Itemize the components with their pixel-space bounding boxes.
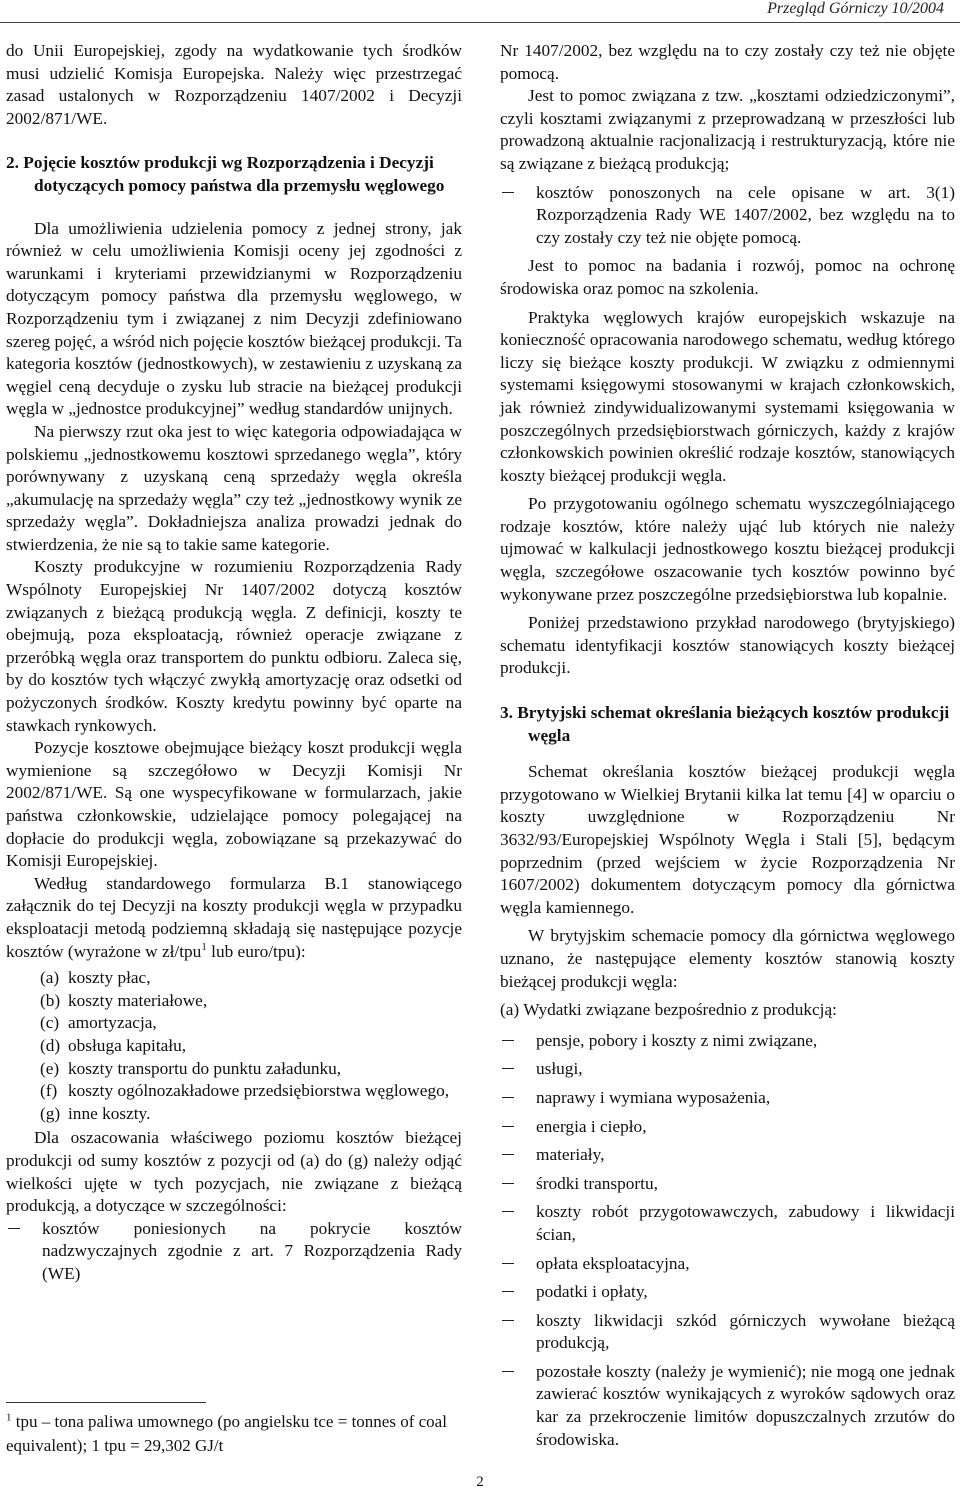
dash-text: koszty robót przygotowawczych, zabudowy i likwidacji ścian, bbox=[536, 1202, 955, 1244]
paragraph: Poniżej przedstawiono przykład narodowego (brytyjskiego) schematu identyfikacji kosztów stanowiących koszty bieżącej produkcji. bbox=[500, 613, 955, 678]
section-3-title: 3. Brytyjski schemat określania bieżących kosztów produkcji węgla bbox=[500, 703, 950, 745]
paragraph: Po przygotowaniu ogólnego schematu wyszczególniającego rodzaje kosztów, które należy ująć lub których nie należy ujmować w kalkulacji jednostkowego kosztu bieżącej produkcji węgla, szczegółowe oszacowanie tych kosztów powinno być wykonywane przez poszczególne przedsiębiorstwa lub kopalnie. bbox=[500, 494, 955, 604]
dash-bullet bbox=[500, 1144, 536, 1166]
dash-bullet bbox=[500, 1087, 536, 1109]
list-item bbox=[6, 1058, 462, 1081]
item-label: (f) bbox=[40, 1081, 58, 1101]
paragraph: Na pierwszy rzut oka jest to więc kategoria odpowiadająca w polskiemu „jednostkowemu kosztowi sprzedanego węgla”, który porównywany z uzyskaną ceną sprzedaży węgla określa „akumulację na sprzedaży węgla” czy też „jednostkowy wynik ze sprzedaży węgla”. Dokładniejsza analiza prowadzi jednak do stwierdzenia, że nie są to takie same kategorie. bbox=[6, 421, 462, 554]
dash-bullet bbox=[500, 1281, 536, 1303]
journal-header: Przegląd Górniczy 10/2004 bbox=[767, 0, 944, 17]
dash-item bbox=[500, 1116, 955, 1139]
dash-bullet bbox=[6, 1218, 42, 1240]
dash-bullet bbox=[500, 1310, 536, 1332]
paragraph bbox=[6, 873, 462, 963]
dash-item bbox=[500, 1144, 955, 1167]
list-item bbox=[6, 1080, 462, 1103]
dash-bullet bbox=[500, 182, 536, 204]
paragraph-text: Według standardowego formularza B.1 stanowiącego załącznik do tej Decyzji na koszty produkcji węgla w przypadku eksploatacji metodą podziemną składają się następujące pozycje kosztów (wyrażone w zł/tpu bbox=[6, 873, 462, 961]
item-label: (e) bbox=[40, 1058, 60, 1078]
dash-item bbox=[500, 1087, 955, 1110]
dash-bullet bbox=[500, 1173, 536, 1195]
list-item bbox=[6, 1103, 462, 1126]
item-text: koszty materiałowe, bbox=[68, 990, 208, 1010]
dash-bullet bbox=[500, 1116, 536, 1138]
paragraph: Jest to pomoc na badania i rozwój, pomoc na ochronę środowiska oraz pomoc na szkolenia. bbox=[500, 256, 955, 298]
right-column bbox=[500, 40, 955, 1457]
dash-text: kosztów poniesionych na pokrycie kosztów nadzwyczajnych zgodnie z art. 7 Rozporządzenia Rady (WE) bbox=[42, 1218, 462, 1283]
item-label: (a) bbox=[40, 968, 60, 988]
item-text: inne koszty. bbox=[68, 1103, 151, 1123]
dash-item bbox=[500, 1253, 955, 1276]
footnote-text: tpu – tona paliwa umownego (po angielsku tce = tonnes of coal equivalent); 1 tpu = 29,302 GJ/t bbox=[6, 1412, 447, 1455]
paragraph: W brytyjskim schemacie pomocy dla górnictwa węglowego uznano, że następujące elementy kosztów stanowią koszty bieżącej produkcji węgla: bbox=[500, 926, 955, 991]
dash-bullet bbox=[500, 1058, 536, 1080]
dash-item bbox=[500, 1310, 955, 1355]
paragraph: Pozycje kosztowe obejmujące bieżący koszt produkcji węgla wymienione są szczegółowo w Decyzji Komisji Nr 2002/871/WE. Są one wyspecyfikowane w formularzach, jakie państwa członkowskie, udzielające pomocy polegającej na dopłacie do produkcji węgla, zobowiązane są przekazywać do Komisji Europejskiej. bbox=[6, 738, 462, 871]
paragraph: Koszty produkcyjne w rozumieniu Rozporządzenia Rady Wspólnoty Europejskiej Nr 1407/2002 dotyczą kosztów związanych z bieżącą produkcją węgla. Z definicji, koszty te obejmują, poza eksploatacją, również operacje związane z przeróbką węgla oraz transportem do punktu odbioru. Zaleca się, by do kosztów tych włączyć zwykłą amortyzację oraz odsetki od pożyczonych środków. Koszty kredytu powinny być oparte na stawkach rynkowych. bbox=[6, 557, 462, 735]
paragraph: Dla oszacowania właściwego poziomu kosztów bieżącej produkcji od sumy kosztów z pozycji od (a) do (g) należy odjąć wielkości ujęte w tych pozycjach, nie związane z bieżącą produkcją, a dotyczące w szczególności: bbox=[6, 1128, 462, 1216]
dash-text: opłata eksploatacyjna, bbox=[536, 1253, 690, 1273]
dash-item bbox=[6, 1218, 462, 1286]
item-text: koszty ogólnozakładowe przedsiębiorstwa węglowego, bbox=[68, 1081, 450, 1101]
dash-text: podatki i opłaty, bbox=[536, 1282, 648, 1302]
dash-text: koszty likwidacji szkód górniczych wywołane bieżącą produkcją, bbox=[536, 1310, 955, 1353]
list-item bbox=[6, 967, 462, 990]
dash-item bbox=[500, 1173, 955, 1196]
paragraph: Jest to pomoc związana z tzw. „kosztami odziedziczonymi”, czyli kosztami związanymi z przeprowadzaną w przeszłości lub prowadzoną aktualnie racjonalizacją i restrukturyzacją, które nie są związane z bieżącą produkcją; bbox=[500, 86, 955, 173]
dash-bullet bbox=[500, 1201, 536, 1223]
paragraph: do Unii Europejskiej, zgody na wydatkowanie tych środków musi udzielić Komisja Europejska. Należy więc przestrzegać zasad ustalonych w Rozporządzeniu 1407/2002 i Decyzji 2002/871/WE. bbox=[6, 41, 462, 128]
dash-text: kosztów ponoszonych na cele opisane w art. 3(1) Rozporządzenia Rady WE 1407/2002, bez względu na to czy zostały czy też nie objęte pomocą. bbox=[536, 182, 955, 247]
footnote-rule bbox=[6, 1402, 206, 1403]
page-number: 2 bbox=[476, 1474, 484, 1490]
dash-bullet bbox=[500, 1253, 536, 1275]
item-text: koszty płac, bbox=[68, 968, 151, 988]
footnote-mark: 1 bbox=[6, 1411, 12, 1424]
paragraph: Nr 1407/2002, bez względu na to czy zostały czy też nie objęte pomocą. bbox=[500, 41, 955, 83]
paragraph: Dla umożliwienia udzielenia pomocy z jednej strony, jak również w celu umożliwienia Komisji oceny jej zgodności z warunkami i kryteriami przewidzianymi w Rozporządzeniu dotyczącym pomocy państwa dla przemysłu węglowego, w Rozporządzeniu tym i związanej z nim Decyzji zdefiniowano szereg pojęć, a wśród nich pojęcie kosztów bieżącej produkcji. Ta kategoria kosztów (jednostkowych), w zestawieniu z uzyskaną za węgiel ceną decyduje o zysku lub stracie na bieżącej produkcji węgla w „jednostce produkcyjnej” według standardów unijnych. bbox=[6, 218, 462, 419]
list-item bbox=[6, 1035, 462, 1058]
dash-text: pensje, pobory i koszty z nimi związane, bbox=[536, 1030, 818, 1050]
paragraph-text: lub euro/tpu): bbox=[206, 941, 306, 961]
dash-text: usługi, bbox=[536, 1059, 583, 1079]
item-label: (c) bbox=[40, 1013, 60, 1033]
dash-bullet bbox=[500, 1361, 536, 1383]
dash-text: naprawy i wymiana wyposażenia, bbox=[536, 1087, 771, 1107]
list-item bbox=[6, 990, 462, 1013]
footnote-ref: 1 bbox=[201, 940, 207, 953]
dash-bullet bbox=[500, 1030, 536, 1052]
paragraph: (a) Wydatki związane bezpośrednio z produkcją: bbox=[500, 1000, 837, 1020]
dash-item bbox=[500, 1201, 955, 1246]
cost-items-list bbox=[6, 967, 462, 1125]
dash-text: energia i ciepło, bbox=[536, 1116, 647, 1136]
dash-item bbox=[500, 1281, 955, 1304]
item-text: koszty transportu do punktu załadunku, bbox=[68, 1058, 342, 1078]
dash-item bbox=[500, 182, 955, 250]
item-label: (g) bbox=[40, 1103, 61, 1123]
header-rule bbox=[0, 22, 960, 23]
item-label: (d) bbox=[40, 1035, 61, 1055]
dash-item bbox=[500, 1030, 955, 1053]
section-2-title: 2. Pojęcie kosztów produkcji wg Rozporządzenia i Decyzji dotyczących pomocy państwa dla przemysłu węglowego bbox=[6, 153, 445, 195]
paragraph: Schemat określania kosztów bieżącej produkcji węgla przygotowano w Wielkiej Brytanii kilka lat temu [4] w oparciu o koszty uwzględnione w Rozporządzeniu Nr 3632/93/Europejskiej Wspólnoty Węgla i Stali [5], będącym poprzednim (przed wejściem w życie Rozporządzenia Nr 1607/2002) dokumentem dotyczącym pomocy dla górnictwa węgla kamiennego. bbox=[500, 762, 955, 917]
item-text: obsługa kapitału, bbox=[68, 1035, 187, 1055]
dash-item bbox=[500, 1058, 955, 1081]
item-label: (b) bbox=[40, 990, 61, 1010]
left-column bbox=[6, 40, 462, 1291]
dash-text: pozostałe koszty (należy je wymienić); nie mogą one jednak zawierać kosztów wynikających z wyroków sądowych oraz kar za przekroczenie limitów dopuszczalnych zrzutów do środowiska. bbox=[536, 1361, 955, 1449]
footnote bbox=[6, 1410, 462, 1458]
dash-item bbox=[500, 1361, 955, 1451]
paragraph: Praktyka węglowych krajów europejskich wskazuje na konieczność opracowania narodowego schematu, według którego liczy się bieżące koszty produkcji. W związku z odmiennymi systemami księgowymi stosowanymi w krajach członkowskich, jak również zindywidualizowanymi systemami księgowania w poszczególnych przedsiębiorstwach górniczych, każdy z krajów członkowskich powinien określić rodzaje kosztów, stanowiących koszty bieżącej produkcji węgla. bbox=[500, 307, 955, 485]
list-item bbox=[6, 1012, 462, 1035]
dash-text: materiały, bbox=[536, 1145, 605, 1165]
dash-text: środki transportu, bbox=[536, 1173, 658, 1193]
item-text: amortyzacja, bbox=[68, 1013, 157, 1033]
